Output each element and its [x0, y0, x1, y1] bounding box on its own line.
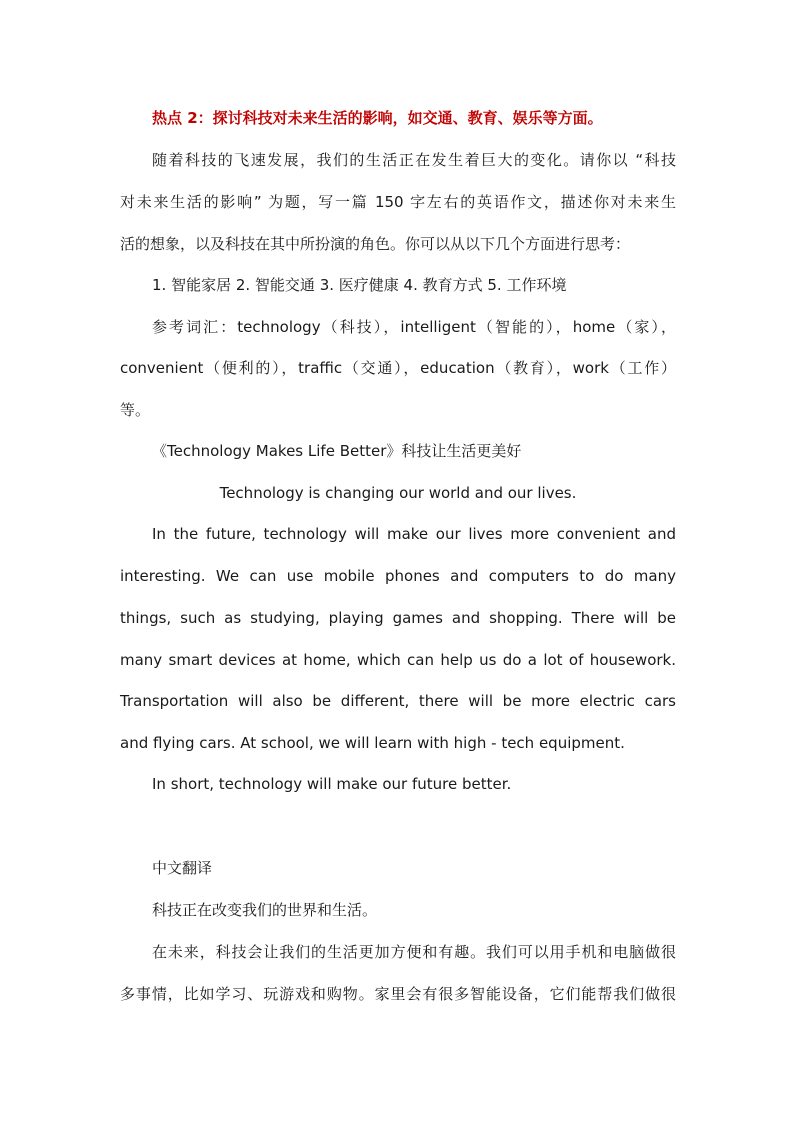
essay-title: 《Technology Makes Life Better》科技让生活更美好	[152, 442, 522, 460]
essay-conclusion: In short, technology will make our future better.	[152, 775, 512, 793]
translation-line-1: 在未来，科技会让我们的生活更加方便和有趣。我们可以用手机和电脑做很	[152, 943, 676, 961]
essay-body-line-3: things, such as studying, playing games and shopping. There will be	[120, 609, 676, 627]
essay-body-line-4: many smart devices at home, which can help us do a lot of housework.	[120, 651, 676, 669]
essay-body-line-1: In the future, technology will make our lives more convenient and	[152, 525, 676, 543]
aspects-list: 1. 智能家居 2. 智能交通 3. 医疗健康 4. 教育方式 5. 工作环境	[152, 276, 567, 294]
essay-body-line-2: interesting. We can use mobile phones and computers to do many	[120, 567, 676, 585]
essay-body-line-6: and flying cars. At school, we will learn with high - tech equipment.	[120, 734, 625, 752]
essay-opening: Technology is changing our world and our lives.	[219, 484, 577, 502]
translation-line-2: 多事情，比如学习、玩游戏和购物。家里会有很多智能设备，它们能帮我们做很	[120, 985, 676, 1003]
vocab-line-2: convenient（便利的），traffic（交通），education（教育），work（工作）	[120, 359, 676, 377]
translation-heading: 中文翻译	[152, 859, 213, 877]
prompt-line-2: 对未来生活的影响” 为题，写一篇 150 字左右的英语作文，描述你对未来生	[120, 193, 676, 211]
prompt-line-1: 随着科技的飞速发展，我们的生活正在发生着巨大的变化。请你以 “科技	[152, 151, 676, 169]
vocab-line-1: 参考词汇：technology（科技），intelligent（智能的），home（家），	[152, 318, 676, 336]
translation-opening: 科技正在改变我们的世界和生活。	[152, 901, 378, 919]
vocab-line-3: 等。	[120, 401, 151, 419]
prompt-line-3: 活的想象，以及科技在其中所扮演的角色。你可以从以下几个方面进行思考：	[120, 235, 631, 253]
essay-body-line-5: Transportation will also be different, there will be more electric cars	[120, 692, 676, 710]
hotspot-heading: 热点 2：探讨科技对未来生活的影响，如交通、教育、娱乐等方面。	[152, 109, 603, 127]
